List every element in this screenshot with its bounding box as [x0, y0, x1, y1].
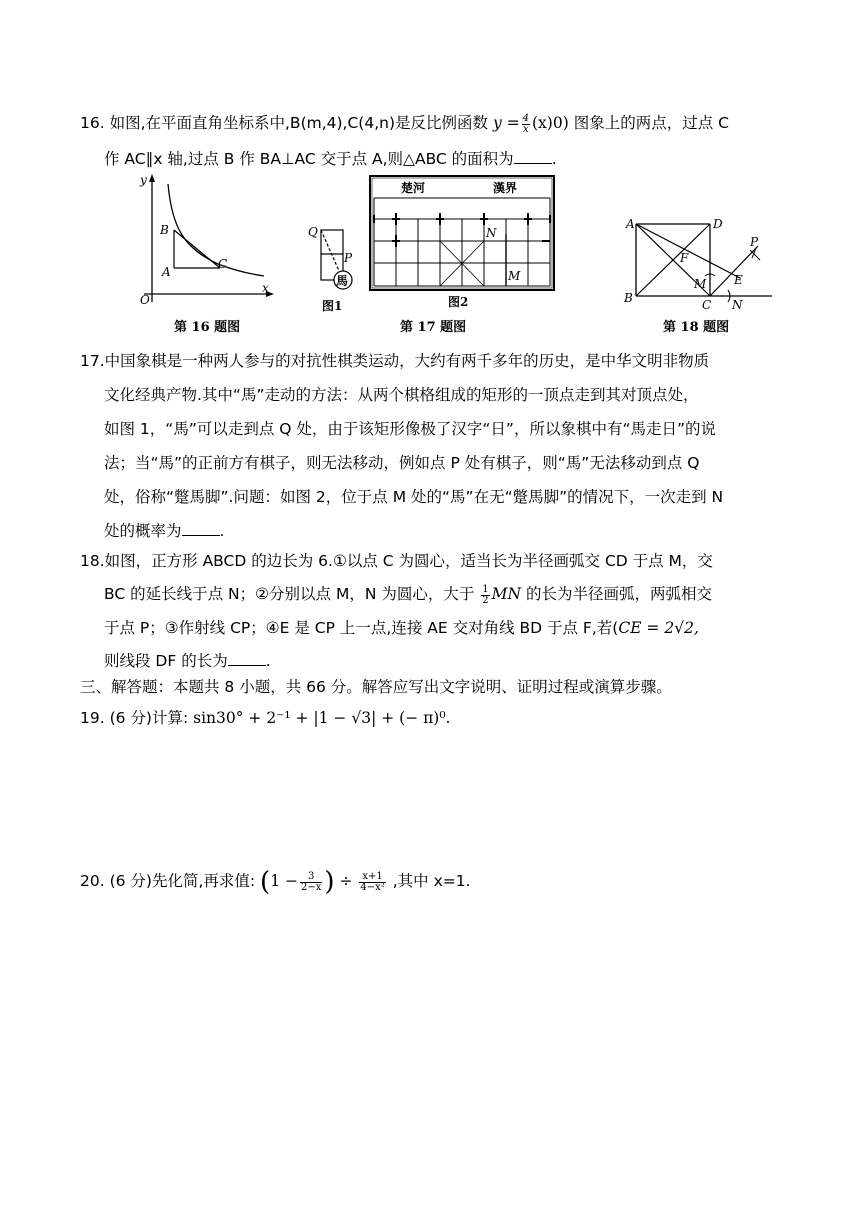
figure-17-1 — [304, 216, 364, 316]
q16-formula: y = $\frac{4}{x}$ (x)0) — [492, 112, 569, 135]
q17-line-2: 文化经典产物.其中“馬”走动的方法：从两个棋格组成的矩形的一顶点走到其对顶点处， — [104, 386, 699, 404]
fig17-river-right: 漢界 — [493, 181, 518, 195]
answer-blank — [514, 149, 552, 164]
q17-line-3: 如图 1，“馬”可以走到点 Q 处，由于该矩形像极了汉字“日”，所以象棋中有“馬走日”的说 — [104, 420, 717, 438]
fig17-p: P — [344, 251, 353, 265]
answer-blank — [182, 521, 220, 536]
q18-line-1: 18.如图，正方形 ABCD 的边长为 6.①以点 C 为圆心，适当长为半径画弧交 CD 于点 M，交 — [80, 552, 713, 570]
q20-fraction-2: $\frac{x+1}{\text{4−x²}}$ — [360, 870, 385, 893]
q18-line-3: 于点 P；③作射线 CP；④E 是 CP 上一点,连接 AE 交对角线 BD 于点 F,若(CE = 2√2, — [104, 619, 699, 637]
fig16-o: O — [140, 293, 150, 307]
fig17-q: Q — [308, 225, 318, 239]
q18-half: $\frac{1}{2}$ — [482, 583, 489, 606]
fig18-a: A — [626, 217, 635, 231]
fig18-m: M — [694, 277, 707, 291]
fig16-y: y — [140, 173, 147, 187]
fig18-f: F — [680, 251, 689, 265]
fig18-e: E — [734, 273, 743, 287]
fig18-n: N — [732, 298, 743, 312]
fig17-m: M — [508, 269, 521, 283]
q18-line-4: 则线段 DF 的长为 . — [104, 652, 271, 670]
q17-line-6: 处的概率为 . — [104, 522, 225, 540]
caption-18: 第 18 题图 — [663, 320, 730, 335]
q16-line-1: 16. 如图,在平面直角坐标系中,B(m,4),C(4,n)是反比例函数 y = $\frac{4}{x}$ (x)0) 图象上的两点，过点 C — [80, 112, 729, 135]
q17-line-4: 法；当“馬”的正前方有棋子，则无法移动，例如点 P 处有棋子，则“馬”无法移动到点 Q — [104, 454, 700, 472]
q17-line-1: 17.中国象棋是一种两人参与的对抗性棋类运动，大约有两千多年的历史，是中华文明非物质 — [80, 352, 710, 370]
fig16-b: B — [160, 223, 169, 237]
q19-line: 19. (6 分)计算: sin30° + 2⁻¹ + |1 − √3| + (− π)⁰. — [80, 709, 451, 727]
fig16-a: A — [162, 265, 171, 279]
q18-line-2: BC 的延长线于点 N；②分别以点 M，N 为圆心，大于 $\frac{1}{2}$ MN 的长为半径画弧，两弧相交 — [104, 583, 713, 606]
figure-17-2 — [366, 174, 558, 310]
caption-17: 第 17 题图 — [400, 320, 467, 335]
fig17-river-left: 楚河 — [401, 181, 426, 195]
fig18-c: C — [702, 298, 712, 312]
fig17-2-label: 图2 — [448, 295, 469, 309]
section-3-heading: 三、解答题：本题共 8 小题，共 66 分。解答应写出文字说明、证明过程或演算步骤。 — [80, 678, 672, 696]
figure-18 — [622, 208, 782, 314]
fig17-n: N — [486, 226, 497, 240]
q16-fraction: $\frac{4}{x}$ — [522, 112, 529, 135]
fig18-d: D — [713, 217, 723, 231]
figure-16 — [138, 170, 278, 310]
fig16-x: x — [262, 281, 269, 295]
q17-line-5: 处，俗称“蹩馬脚”.问题：如图 2，位于点 M 处的“馬”在无“蹩馬脚”的情况下，一次走到 N — [104, 488, 724, 506]
q16-line-2: 作 AC∥x 轴,过点 B 作 BA⊥AC 交于点 A,则△ABC 的面积为 . — [104, 150, 557, 168]
fig17-1-label: 图1 — [322, 299, 343, 313]
fig16-c: C — [218, 257, 228, 271]
answer-blank — [228, 651, 266, 666]
q20-line: 20. (6 分)先化简,再求值: (1 − $\frac{3}{2-x}$ ) ÷ $\frac{x+1}{\text{4−x²}}$ ,其中 x=1. — [80, 867, 471, 897]
caption-16: 第 16 题图 — [174, 320, 241, 335]
fig17-horse: 馬 — [336, 274, 349, 288]
q20-fraction-1: $\frac{3}{2-x}$ — [300, 870, 322, 893]
fig18-b: B — [624, 291, 633, 305]
fig18-p: P — [750, 235, 759, 249]
